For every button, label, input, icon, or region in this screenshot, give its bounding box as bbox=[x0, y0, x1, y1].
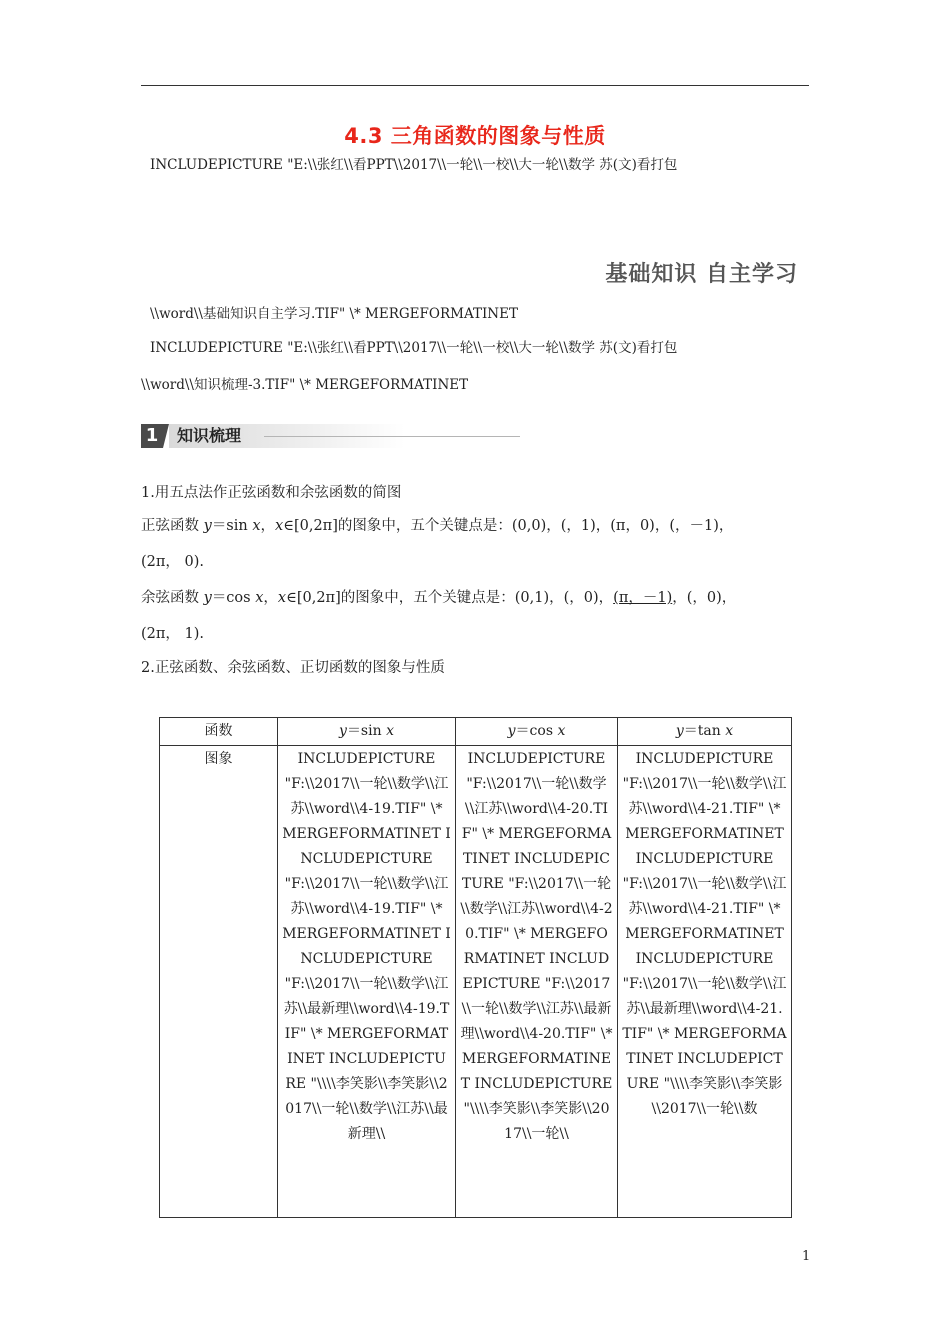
cosine-graph-field: INCLUDEPICTURE "F:\\2017\\一轮\\数学\\江苏\\word\\4-20.TIF" \* MERGEFORMATINET INCLUDEPICTURE "F:\\2017\\一轮\\数学\\江苏\\word\\4-20.TIF" \* MERGEFORMATINET INCLUDEPICTURE "F:\\2017\\一轮\\数学\\江苏\\最新理\\word\\4-20.TIF" \* MERGEFORMATINET INCLUDEPICTURE "\\\\李笑影\\李笑影\\2017\\一轮\\ bbox=[460, 751, 613, 1142]
text: ∈[0,2π]的图象中，五个关键点是：(0,0)，(，1)，(π，0)，(，－1)， bbox=[283, 518, 734, 534]
row-label-graph: 图象 bbox=[160, 746, 278, 1218]
include-field-3: INCLUDEPICTURE "E:\\张红\\看PPT\\2017\\一轮\\一校\\大一轮\\数学 苏(文)看打包 bbox=[150, 340, 678, 356]
header-function: 函数 bbox=[160, 718, 278, 746]
var: x bbox=[725, 723, 734, 739]
tangent-graph-field: INCLUDEPICTURE "F:\\2017\\一轮\\数学\\江苏\\word\\4-21.TIF" \* MERGEFORMATINET INCLUDEPICTURE "F:\\2017\\一轮\\数学\\江苏\\word\\4-21.TIF" \* MERGEFORMATINET INCLUDEPICTURE "F:\\2017\\一轮\\数学\\江苏\\最新理\\word\\4-21.TIF" \* MERGEFORMATINET INCLUDEPICTURE "\\\\李笑影\\李笑影\\2017\\一轮\\数 bbox=[622, 751, 787, 1117]
var: x bbox=[557, 723, 566, 739]
text: ，(，0)， bbox=[672, 590, 737, 606]
var: x bbox=[275, 518, 284, 534]
text: ＝cos bbox=[515, 723, 558, 739]
table-header-row bbox=[160, 718, 792, 746]
text: ＝cos bbox=[211, 590, 256, 606]
var: y bbox=[203, 590, 212, 606]
text: ＝sin bbox=[346, 723, 387, 739]
header-tangent bbox=[618, 718, 792, 746]
page-title: 4.3 三角函数的图象与性质 bbox=[344, 124, 606, 148]
sine-keypoints-cont: (2π， 0). bbox=[141, 554, 205, 570]
var: y bbox=[675, 723, 684, 739]
var: x bbox=[252, 518, 261, 534]
text: ＝sin bbox=[211, 518, 253, 534]
item2-heading: 2.正弦函数、余弦函数、正切函数的图象与性质 bbox=[141, 660, 445, 676]
var: x bbox=[277, 590, 287, 606]
var: x bbox=[386, 723, 394, 739]
page-number: 1 bbox=[802, 1249, 811, 1264]
properties-table bbox=[159, 717, 792, 1218]
sine-graph-field: INCLUDEPICTURE "F:\\2017\\一轮\\数学\\江苏\\word\\4-19.TIF" \* MERGEFORMATINET INCLUDEPICTURE "F:\\2017\\一轮\\数学\\江苏\\word\\4-19.TIF" \* MERGEFORMATINET INCLUDEPICTURE "F:\\2017\\一轮\\数学\\江苏\\最新理\\word\\4-19.TIF" \* MERGEFORMATINET INCLUDEPICTURE "\\\\李笑影\\李笑影\\2017\\一轮\\数学\\江苏\\最新理\\ bbox=[282, 751, 451, 1142]
section-number-badge: 1 bbox=[141, 424, 163, 448]
section-heading: 基础知识 自主学习 bbox=[605, 262, 798, 287]
cosine-keypoints-cont: (2π， 1). bbox=[141, 626, 205, 642]
cosine-keypoints-line bbox=[141, 586, 736, 607]
header-sine bbox=[278, 718, 456, 746]
table-row bbox=[160, 746, 792, 1218]
var: y bbox=[203, 518, 212, 534]
sine-graph-cell bbox=[278, 746, 456, 1218]
sine-keypoints-line bbox=[141, 514, 733, 535]
text: 余弦函数 bbox=[141, 590, 204, 606]
var: y bbox=[507, 723, 516, 739]
var: y bbox=[339, 723, 347, 739]
text: 正弦函数 bbox=[141, 518, 204, 534]
text: ∈[0,2π]的图象中，五个关键点是：(0,1)，(，0)， bbox=[286, 590, 614, 606]
text: ＝tan bbox=[683, 723, 726, 739]
text: ， bbox=[260, 518, 276, 534]
cosine-graph-cell bbox=[456, 746, 618, 1218]
include-field-1: INCLUDEPICTURE "E:\\张红\\看PPT\\2017\\一轮\\一校\\大一轮\\数学 苏(文)看打包 bbox=[150, 157, 678, 173]
knowledge-section-label: 知识梳理 bbox=[169, 424, 405, 448]
knowledge-divider bbox=[264, 436, 520, 437]
item1-heading: 1.用五点法作正弦函数和余弦函数的简图 bbox=[141, 485, 402, 501]
answer-blank: (π，－1) bbox=[613, 590, 673, 606]
text: ， bbox=[263, 590, 278, 606]
header-rule bbox=[141, 85, 809, 86]
var: x bbox=[255, 590, 264, 606]
include-field-2: \\word\\基础知识自主学习.TIF" \* MERGEFORMATINET bbox=[150, 306, 518, 322]
header-cosine bbox=[456, 718, 618, 746]
include-field-4: \\word\\知识梳理-3.TIF" \* MERGEFORMATINET bbox=[141, 377, 469, 393]
tangent-graph-cell bbox=[618, 746, 792, 1218]
